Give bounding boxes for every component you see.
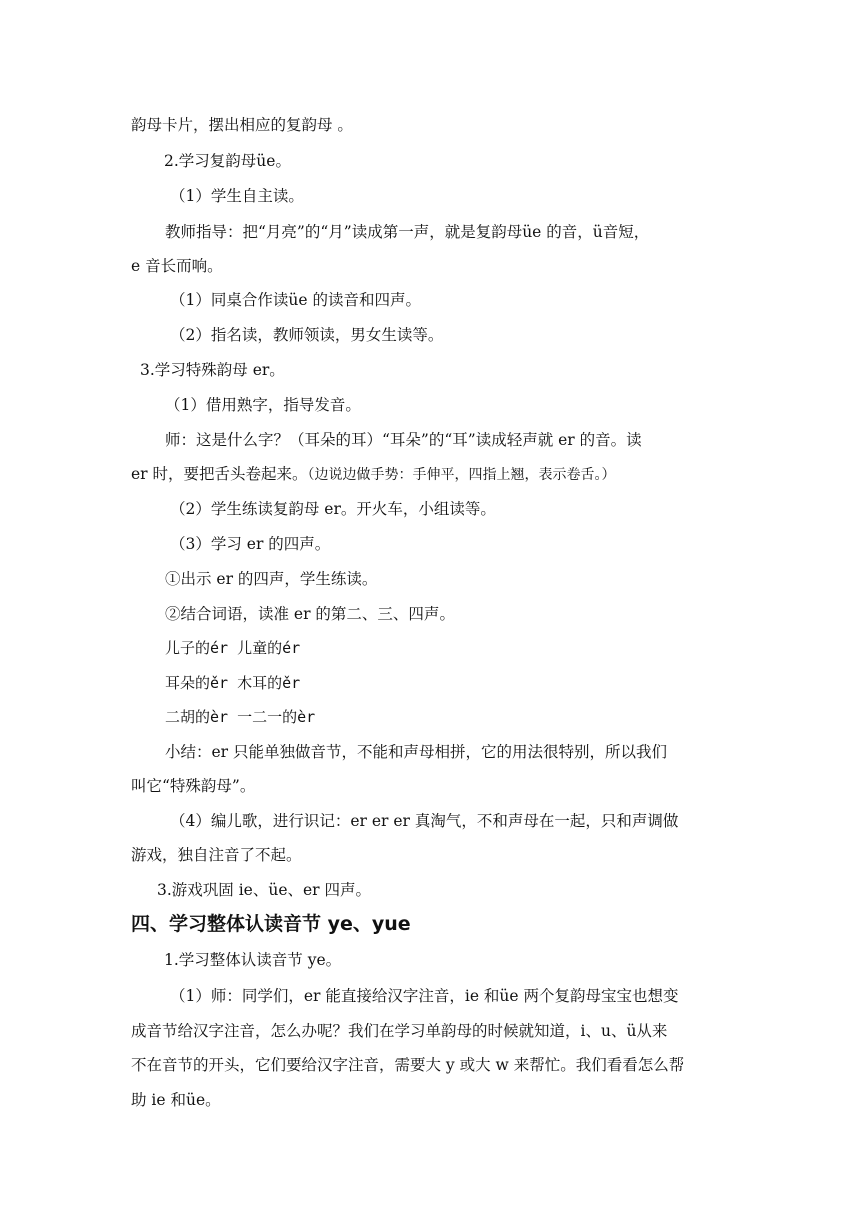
paragraph-line: 韵母卡片，摆出相应的复韵母 。 — [131, 116, 353, 134]
paragraph-line: （4）编儿歌，进行识记：er er er 真淘气，不和声母在一起，只和声调做 — [170, 812, 679, 830]
paragraph-line: 成音节给汉字注音，怎么办呢？我们在学习单韵母的时候就知道，i、u、ü从来 — [131, 1022, 668, 1040]
paragraph-line: e 音长而响。 — [131, 257, 223, 275]
paragraph-line: 教师指导：把“月亮”的“月”读成第一声，就是复韵母üe 的音，ü音短， — [165, 223, 650, 241]
list-item: （2）学生练读复韵母 er。开火车，小组读等。 — [170, 500, 496, 518]
paragraph-line: 游戏，独自注音了不起。 — [131, 846, 302, 864]
section-heading: 四、学习整体认读音节 ye、yue — [131, 913, 411, 935]
list-item: （3）学习 er 的四声。 — [170, 535, 331, 553]
paragraph-line: 助 ie 和üe。 — [131, 1091, 221, 1109]
word-example: 耳朵的ěr 木耳的ěr — [165, 674, 301, 692]
list-item: （1）学生自主读。 — [170, 187, 304, 205]
list-item: ②结合词语，读准 er 的第二、三、四声。 — [165, 605, 455, 623]
list-item: （1）借用熟字，指导发音。 — [165, 396, 361, 414]
paragraph-line: 叫它“特殊韵母”。 — [131, 777, 256, 795]
word-example: 儿子的ér 儿童的ér — [165, 639, 301, 657]
annotation-text: （边说边做手势：手伸平，四指上翘，表示卷舌。） — [307, 467, 616, 483]
list-item: 3.学习特殊韵母 er。 — [140, 361, 285, 379]
word-example: 二胡的èr 一二一的èr — [165, 708, 316, 726]
list-item: 3.游戏巩固 ie、üe、er 四声。 — [157, 881, 372, 899]
paragraph-line: 不在音节的开头，它们要给汉字注音，需要大 y 或大 w 来帮忙。我们看看怎么帮 — [131, 1056, 685, 1074]
paragraph-line: 师：这是什么字？（耳朵的耳）“耳朵”的“耳”读成轻声就 er 的音。读 — [165, 431, 642, 449]
paragraph-line: 小结：er 只能单独做音节，不能和声母相拼，它的用法很特别，所以我们 — [165, 743, 668, 761]
list-item: 1.学习整体认读音节 ye。 — [164, 951, 342, 969]
list-item: 2.学习复韵母üe。 — [164, 152, 291, 170]
list-item: （1）同桌合作读üe 的读音和四声。 — [170, 291, 421, 309]
list-item: ①出示 er 的四声，学生练读。 — [165, 570, 378, 588]
list-item: （2）指名读，教师领读，男女生读等。 — [170, 326, 444, 344]
paragraph-line — [131, 464, 616, 485]
paragraph-text: er 时，要把舌头卷起来。 — [131, 465, 308, 483]
paragraph-line: （1）师：同学们，er 能直接给汉字注音，ie 和üe 两个复韵母宝宝也想变 — [170, 987, 679, 1005]
